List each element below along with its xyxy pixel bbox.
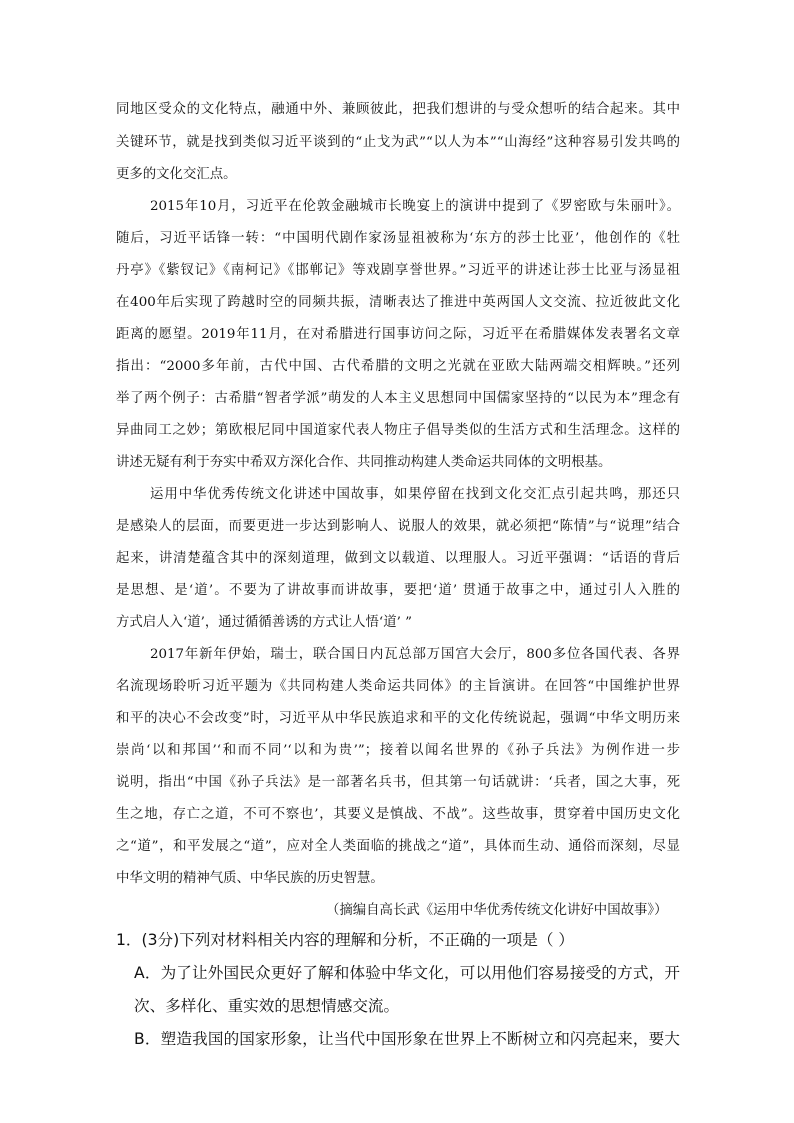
paragraph-line: 和平的决心不会改变”时，习近平从中华民族追求和平的文化传统说起，强调“中华文明历来 [116,711,680,726]
paragraph-line: 生之地，存亡之道，不可不察也’，其要义是慎战、不战”。这些故事，贯穿着中国历史文化 [116,807,680,822]
paragraph-line: 随后，习近平话锋一转：“中国明代剧作家汤显祖被称为‘东方的莎士比亚’，他创作的《牡 [116,231,680,246]
paragraph-line: 说明，指出“中国《孙子兵法》是一部著名兵书，但其第一句话就讲：‘兵者，国之大事，死 [116,775,680,790]
paragraph-line: 举了两个例子：古希腊“智者学派”萌发的人本主义思想同中国儒家坚持的“以民为本”理念有 [116,391,680,406]
paragraph-line: 在400年后实现了跨越时空的同频共振，清晰表达了推进中英两国人文交流、拉近彼此文化 [116,295,680,310]
paragraph-line: 名流现场聆听习近平题为《共同构建人类命运共同体》的主旨演讲。在回答“中国维护世界 [116,679,680,694]
paragraph-line: 关键环节，就是找到类似习近平谈到的“止戈为武”“以人为本”“山海经”这种容易引发共鸣的 [116,135,680,150]
paragraph-line: 异曲同工之妙；第欧根尼同中国道家代表人物庄子倡导类似的生活方式和生活理念。这样的 [116,423,680,438]
paragraph-line: 方式启人入‘道’，通过循循善诱的方式让人悟‘道’ ” [116,615,412,630]
paragraph-line: 之“道”，和平发展之“道”，应对全人类面临的挑战之“道”，具体而生动、通俗而深刻，尽显 [116,839,680,854]
paragraph-line: 更多的文化交汇点。 [116,167,237,182]
paragraph-line: 指出：“2000多年前，古代中国、古代希腊的文明之光就在亚欧大陆两端交相辉映。”还列 [116,359,680,374]
source-citation: （摘编自高长武《运用中华优秀传统文化讲好中国故事》） [326,903,668,918]
paragraph-line: 2015年10月，习近平在伦敦金融城市长晚宴上的演讲中提到了《罗密欧与朱丽叶》。 [150,199,680,214]
paragraph-line: 是思想、是‘道’。不要为了讲故事而讲故事，要把‘道’ 贯通于故事之中，通过引人入胜的 [116,583,680,598]
paragraph-line: 是感染人的层面，而要更进一步达到影响人、说服人的效果，就必须把“陈情”与“说理”结合 [116,519,680,534]
paragraph-line: 讲述无疑有利于夯实中希双方深化合作、共同推动构建人类命运共同体的文明根基。 [116,455,612,470]
paragraph-line: 中华文明的精神气质、中华民族的历史智慧。 [116,871,384,886]
paragraph-line: 丹亭》《紫钗记》《南柯记》《邯郸记》等戏剧享誉世界。”习近平的讲述让莎士比亚与汤显祖 [116,263,680,278]
option-b: B．塑造我国的国家形象，让当代中国形象在世界上不断树立和闪亮起来，要大 [134,1030,680,1048]
paragraph-line: 同地区受众的文化特点，融通中外、兼顾彼此，把我们想讲的与受众想听的结合起来。其中 [116,102,680,117]
question-stem: 1．(3分)下列对材料相关内容的理解和分析，不正确的一项是（ ） [116,931,574,949]
paragraph-line: 起来，讲清楚蕴含其中的深刻道理，做到文以载道、以理服人。习近平强调：“话语的背后 [116,551,680,566]
option-a: A．为了让外国民众更好了解和体验中华文化，可以用他们容易接受的方式，开 [134,964,680,982]
paragraph-line: 运用中华优秀传统文化讲述中国故事，如果停留在找到文化交汇点引起共鸣，那还只 [150,487,680,502]
paragraph-line: 2017年新年伊始，瑞士，联合国日内瓦总部万国宫大会厅，800多位各国代表、各界 [150,647,680,662]
paragraph-line: 距离的愿望。2019年11月，在对希腊进行国事访问之际，习近平在希腊媒体发表署名文章 [116,327,680,342]
option-a-continuation: 次、多样化、重实效的思想情感交流。 [134,997,400,1015]
paragraph-line: 崇尚‘以和邦国’‘和而不同’‘以和为贵’”；接着以闻名世界的《孙子兵法》为例作进一步 [116,743,680,758]
